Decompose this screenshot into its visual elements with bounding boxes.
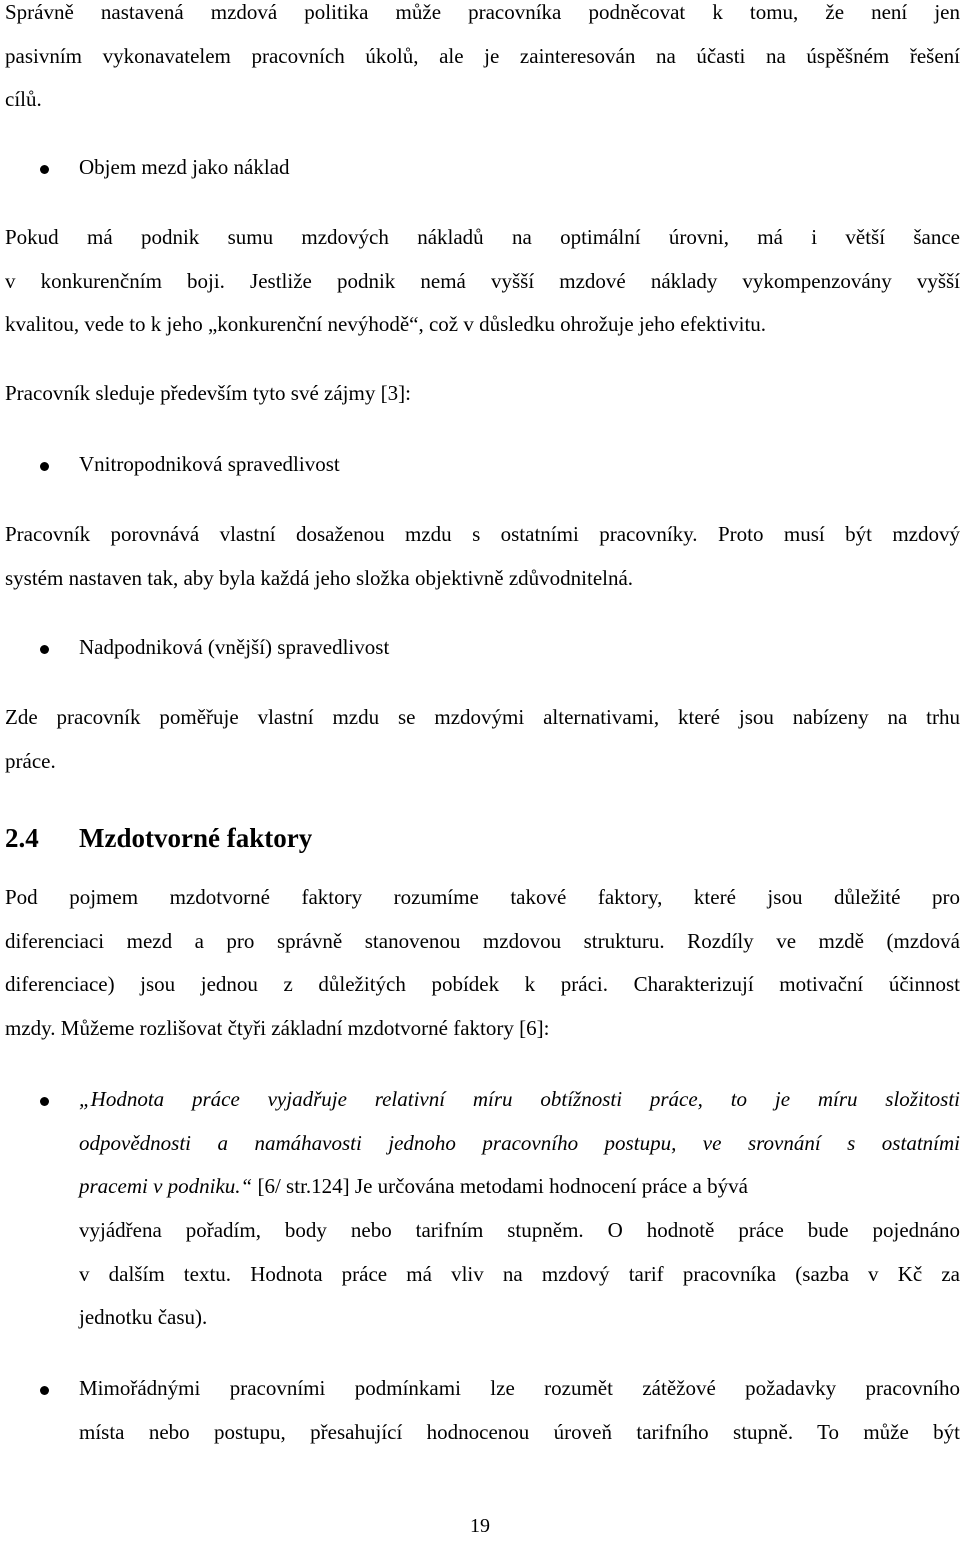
page-number: 19 [470,1515,490,1537]
text-line: Pracovník sleduje především tyto své zájmy [3]: [5,381,411,405]
text-line: cílů. [5,87,42,112]
text-line: diferenciace) jsou jednou z důležitých pobídek k práci. Charakterizují motivační účinnost [5,972,960,997]
citation-text: [6/ str.124] Je určována metodami hodnocení práce a bývá [252,1174,748,1199]
text-line: vyjádřena pořadím, body nebo tarifním stupněm. O hodnotě práce bude pojednáno [79,1218,960,1243]
text-line: v konkurenčním boji. Jestliže podnik nemá vyšší mzdové náklady vykompenzovány vyšší [5,268,960,293]
text-line: kvalitou, vede to k jeho „konkurenční nevýhodě“, což v důsledku ohrožuje jeho efektivitu. [5,312,767,337]
text-line: diferenciaci mezd a pro správně stanovenou mzdovou strukturu. Rozdíly ve mzdě (mzdová [5,928,960,953]
text-line: jednotku času). [79,1305,208,1330]
text-line: Pracovník porovnává vlastní dosaženou mzdu s ostatními pracovníky. Proto musí být mzdový [5,522,960,546]
section-title: Mzdotvorné faktory [79,823,313,853]
bullet-dot-icon [40,645,49,654]
text-line [79,1165,960,1209]
bullet-label: Nadpodniková (vnější) spravedlivost [79,635,390,659]
text-line: Správně nastavená mzdová politika může pracovníka podněcovat k tomu, že není jen [5,0,960,24]
text-line: práce. [5,748,56,773]
paragraph [5,0,960,122]
section-heading [5,816,312,860]
text-line: Pokud má podnik sumu mzdových nákladů na optimální úrovni, má i větší šance [5,225,960,249]
text-line: Mimořádnými pracovními podmínkami lze rozumět zátěžové požadavky pracovního [79,1376,960,1400]
text-line: systém nastaven tak, aby byla každá jeho složka objektivně zdůvodnitelná. [5,565,634,590]
text-line [79,1122,960,1166]
quote-text: pracemi v podniku.“ [79,1174,253,1199]
quote-text: „Hodnota práce vyjadřuje relativní míru obtížnosti práce, to je míru složitosti [79,1087,960,1111]
paragraph [5,372,960,416]
section-number: 2.4 [5,823,39,853]
paragraph [5,513,960,600]
bullet-body [79,1367,960,1454]
text-line [79,1078,960,1122]
quote-text: odpovědnosti a namáhavosti jednoho pracovního postupu, ve srovnání s ostatními [79,1130,960,1155]
bullet-body [79,1078,960,1340]
text-line: v dalším textu. Hodnota práce má vliv na mzdový tarif pracovníka (sazba v Kč za [79,1261,960,1286]
paragraph [5,876,960,1051]
bullet-dot-icon [40,165,49,174]
text-line: pasivním vykonavatelem pracovních úkolů, ale je zainteresován na účasti na úspěšném řešení [5,43,960,68]
bullet-dot-icon [40,1097,49,1106]
text-line: Pod pojmem mzdotvorné faktory rozumíme takové faktory, které jsou důležité pro [5,885,960,909]
bullet-label: Objem mezd jako náklad [79,155,290,179]
bullet-dot-icon [40,1386,49,1395]
text-line: Zde pracovník poměřuje vlastní mzdu se mzdovými alternativami, které jsou nabízeny na trhu [5,705,960,729]
text-line: místa nebo postupu, přesahující hodnocenou úroveň tarifního stupně. To může být [79,1419,960,1444]
text-line: mzdy. Můžeme rozlišovat čtyři základní mzdotvorné faktory [6]: [5,1016,550,1041]
paragraph [5,696,960,783]
bullet-dot-icon [40,462,49,471]
paragraph [5,216,960,347]
bullet-label: Vnitropodniková spravedlivost [79,452,340,476]
